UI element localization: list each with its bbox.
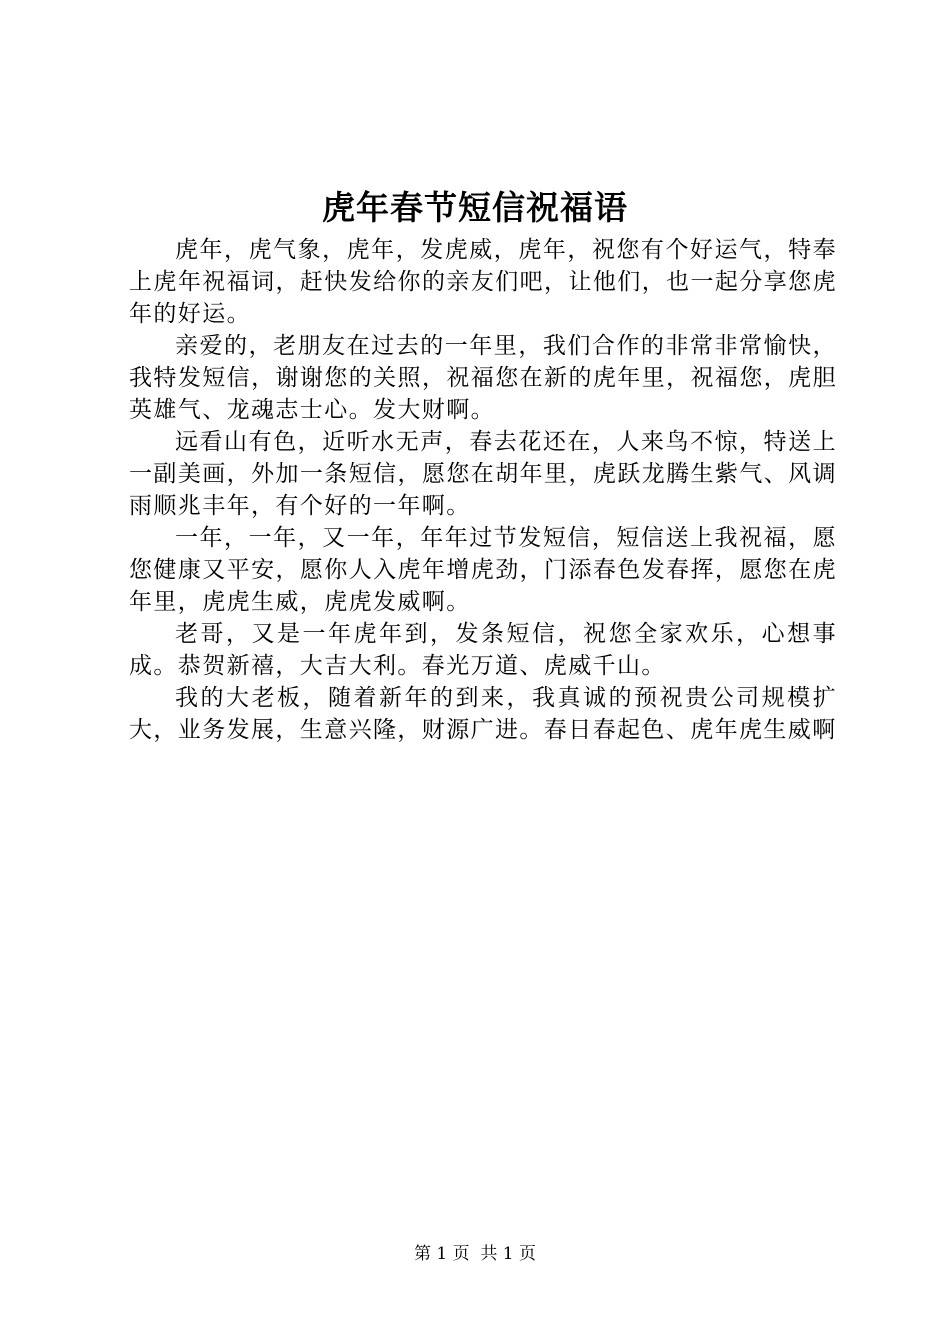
page-title: 虎年春节短信祝福语 (322, 188, 628, 227)
page-footer (0, 1242, 950, 1266)
paragraph-6: 我的大老板，随着新年的到来，我真诚的预祝贵公司规模扩大，业务发展，生意兴隆，财源广进。春日春起色、虎年虎生威啊 (129, 685, 837, 743)
page-number: 第 1 页 (413, 1244, 470, 1264)
paragraph-3: 远看山有色，近听水无声，春去花还在，人来鸟不惊，特送上一副美画，外加一条短信，愿您在胡年里，虎跃龙腾生紫气、风调雨顺兆丰年，有个好的一年啊。 (129, 429, 837, 519)
document-body (129, 234, 837, 746)
page-total: 共 1 页 (480, 1244, 537, 1264)
paragraph-2: 亲爱的，老朋友在过去的一年里，我们合作的非常非常愉快，我特发短信，谢谢您的关照，祝福您在新的虎年里，祝福您，虎胆英雄气、龙魂志士心。发大财啊。 (129, 333, 837, 423)
paragraph-4: 一年，一年，又一年，年年过节发短信，短信送上我祝福，愿您健康又平安，愿你人入虎年增虎劲，门添春色发春挥，愿您在虎年里，虎虎生威，虎虎发威啊。 (129, 525, 837, 615)
paragraph-5: 老哥，又是一年虎年到，发条短信，祝您全家欢乐，心想事成。恭贺新禧，大吉大利。春光万道、虎威千山。 (129, 621, 837, 679)
paragraph-1: 虎年，虎气象，虎年，发虎威，虎年，祝您有个好运气，特奉上虎年祝福词，赶快发给你的亲友们吧，让他们，也一起分享您虎年的好运。 (129, 237, 837, 327)
